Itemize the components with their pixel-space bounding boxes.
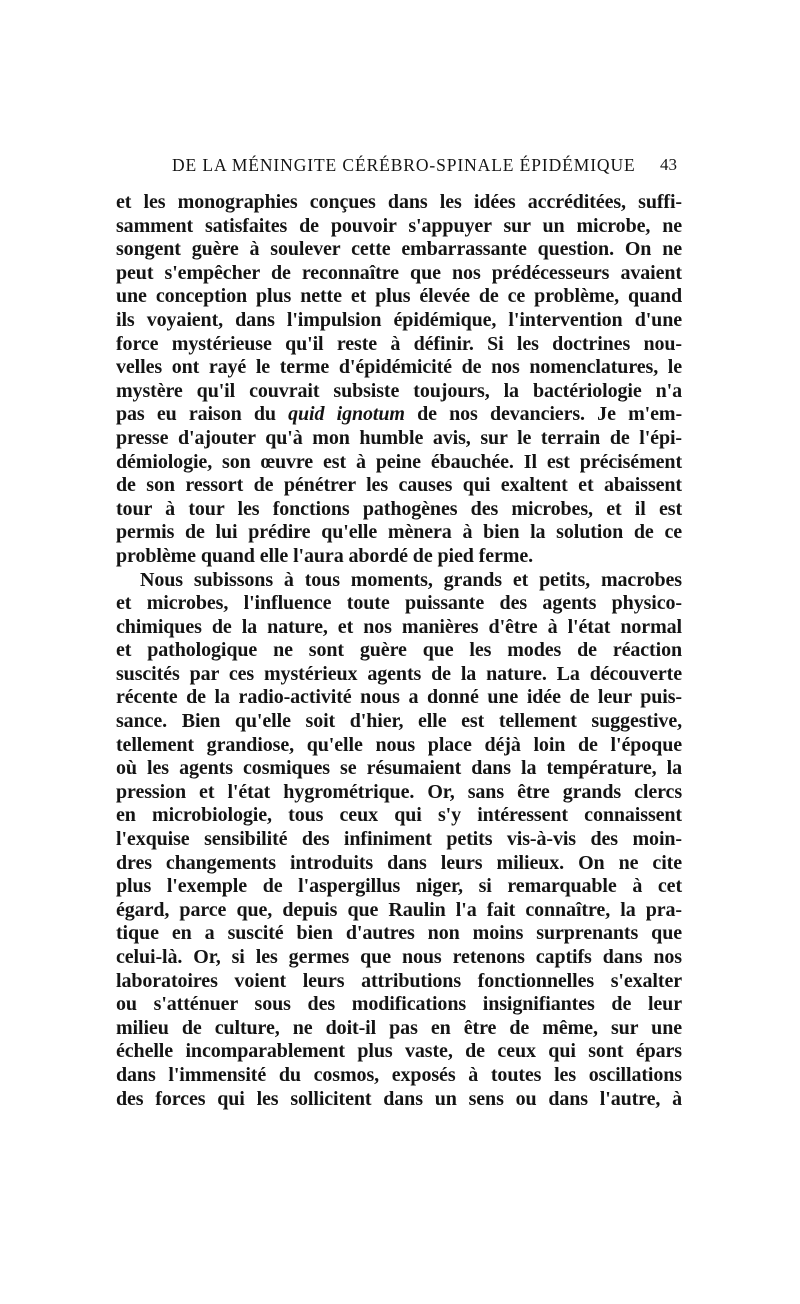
text-line: et microbes, l'influence toute puissante des agents physico- [116,592,682,615]
text-line: dans l'immensité du cosmos, exposés à toutes les oscillations [116,1063,682,1086]
page-number: 43 [660,155,677,174]
text-line: samment satisfaites de pouvoir s'appuyer sur un microbe, ne [116,214,682,237]
text-line: tellement grandiose, qu'elle nous place déjà loin de l'époque [116,733,682,756]
text-line: ou s'atténuer sous des modifications insignifiantes de leur [116,993,682,1016]
text-line: mystère qu'il couvrait subsiste toujours, la bactériologie n'a [116,379,682,402]
text-line: dres changements introduits dans leurs milieux. On ne cite [116,851,682,874]
text-line: une conception plus nette et plus élevée de ce problème, quand [116,285,682,308]
text-line: tique en a suscité bien d'autres non moins surprenants que [116,922,682,945]
paragraph-2 [116,569,682,1112]
text-line: velles ont rayé le terme d'épidémicité de nos nomenclatures, le [116,356,682,379]
text-line: et pathologique ne sont guère que les modes de réaction [116,639,682,662]
text-line: presse d'ajouter qu'à mon humble avis, sur le terrain de l'épi- [116,426,682,449]
text-line: sance. Bien qu'elle soit d'hier, elle est tellement suggestive, [116,710,682,733]
text-line: peut s'empêcher de reconnaître que nos prédécesseurs avaient [116,261,682,284]
text-line: permis de lui prédire qu'elle mènera à bien la solution de ce [116,521,682,544]
text-line: récente de la radio-activité nous a donné une idée de leur puis- [116,686,682,709]
text-line: pression et l'état hygrométrique. Or, sans être grands clercs [116,780,682,803]
text-line: problème quand elle l'aura abordé de pied ferme. [116,544,534,567]
text-segment: pas eu raison du [116,403,289,426]
text-line: milieu de culture, ne doit-il pas en être de même, sur une [116,1016,682,1039]
running-title: DE LA MÉNINGITE CÉRÉBRO-SPINALE ÉPIDÉMIQUE [172,155,636,175]
text-line: celui-là. Or, si les germes que nous retenons captifs dans nos [116,946,682,968]
text-line: échelle incomparablement plus vaste, de ceux qui sont épars [116,1040,682,1063]
text-line: de son ressort de pénétrer les causes qui exaltent et abaissent [116,474,682,497]
paragraph-1 [116,191,682,569]
body-text [116,191,682,1111]
text-line: démiologie, son œuvre est à peine ébauchée. Il est précisément [116,450,682,473]
text-line: en microbiologie, tous ceux qui s'y intéressent connaissent [116,804,682,827]
text-line: ils voyaient, dans l'impulsion épidémique, l'intervention d'une [116,308,682,331]
running-head [0,152,800,178]
text-line: où les agents cosmiques se résumaient dans la température, la [116,757,682,780]
text-line-with-italic [116,403,682,427]
text-line: des forces qui les sollicitent dans un sens ou dans l'autre, à [116,1087,682,1110]
text-line: plus l'exemple de l'aspergillus niger, si remarquable à cet [116,875,682,898]
text-line: l'exquise sensibilité des infiniment petits vis-à-vis des moin- [116,828,682,851]
text-line: Nous subissons à tous moments, grands et petits, macrobes [140,568,682,591]
text-segment: de nos devanciers. Je m'em- [404,403,682,426]
text-line: tour à tour les fonctions pathogènes des microbes, et il est [116,497,682,520]
text-line: égard, parce que, depuis que Raulin l'a fait connaître, la pra- [116,898,682,921]
text-line: suscités par ces mystérieux agents de la nature. La découverte [116,662,682,685]
text-line: chimiques de la nature, et nos manières d'être à l'état normal [116,615,682,638]
text-line: songent guère à soulever cette embarrassante question. On ne [116,238,682,261]
italic-phrase: quid ignotum [288,403,405,426]
text-line: et les monographies conçues dans les idées accréditées, suffi- [116,191,682,213]
text-line: force mystérieuse qu'il reste à définir. Si les doctrines nou- [116,332,682,355]
text-line: laboratoires voient leurs attributions fonctionnelles s'exalter [116,969,682,992]
